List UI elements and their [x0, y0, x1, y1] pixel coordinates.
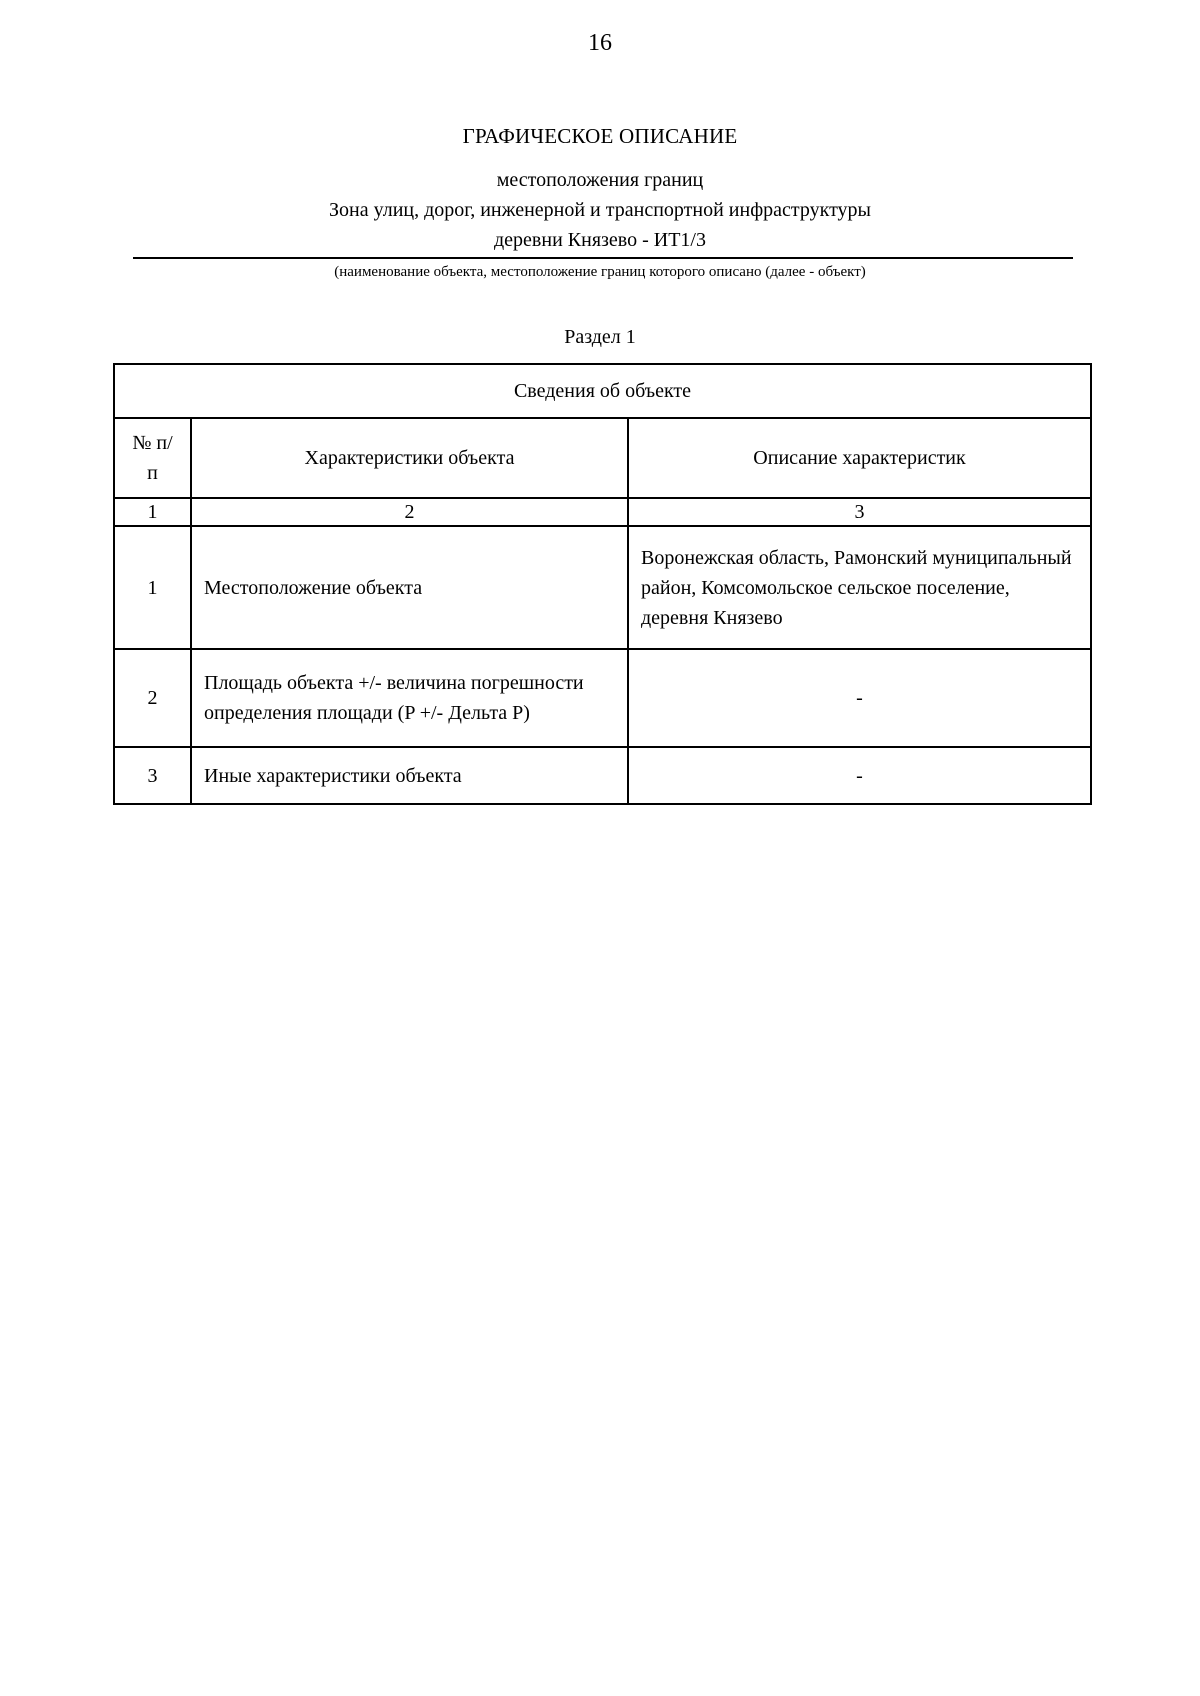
column-header-characteristic: Характеристики объекта: [191, 418, 628, 498]
row-num: 1: [114, 526, 191, 649]
column-index: 1: [114, 498, 191, 526]
subtitle-line: Зона улиц, дорог, инженерной и транспортной инфраструктуры: [329, 199, 871, 221]
section-label: Раздел 1: [564, 326, 636, 348]
table-header-row: [114, 364, 1091, 418]
column-header-description: Описание характеристик: [628, 418, 1091, 498]
table-row: [114, 526, 1091, 649]
object-name-block: [0, 165, 1200, 255]
object-caption: (наименование объекта, местоположение границ которого описано (далее - объект): [334, 264, 866, 280]
column-index: 3: [628, 498, 1091, 526]
row-characteristic: Площадь объекта +/- величина погрешности определения площади (P +/- Дельта P): [191, 649, 628, 747]
subtitle-line: местоположения границ: [496, 169, 704, 191]
column-index: 2: [191, 498, 628, 526]
row-num: 3: [114, 747, 191, 804]
column-headers-row: [114, 418, 1091, 498]
table-header: Сведения об объекте: [114, 364, 1091, 418]
row-description: -: [628, 747, 1091, 804]
row-characteristic: Местоположение объекта: [191, 526, 628, 649]
row-characteristic: Иные характеристики объекта: [191, 747, 628, 804]
page-number: 16: [588, 30, 612, 56]
object-info-table: [113, 363, 1092, 805]
table-row: [114, 747, 1091, 804]
row-num: 2: [114, 649, 191, 747]
row-description: Воронежская область, Рамонский муниципальный район, Комсомольское сельское поселение, деревня Князево: [628, 526, 1091, 649]
underline-rule: [133, 257, 1073, 259]
column-index-row: [114, 498, 1091, 526]
column-header-num: № п/п: [114, 418, 191, 498]
row-description: -: [628, 649, 1091, 747]
table-row: [114, 649, 1091, 747]
subtitle-line: деревни Князево - ИТ1/3: [494, 229, 706, 251]
document-title: ГРАФИЧЕСКОЕ ОПИСАНИЕ: [462, 124, 738, 148]
